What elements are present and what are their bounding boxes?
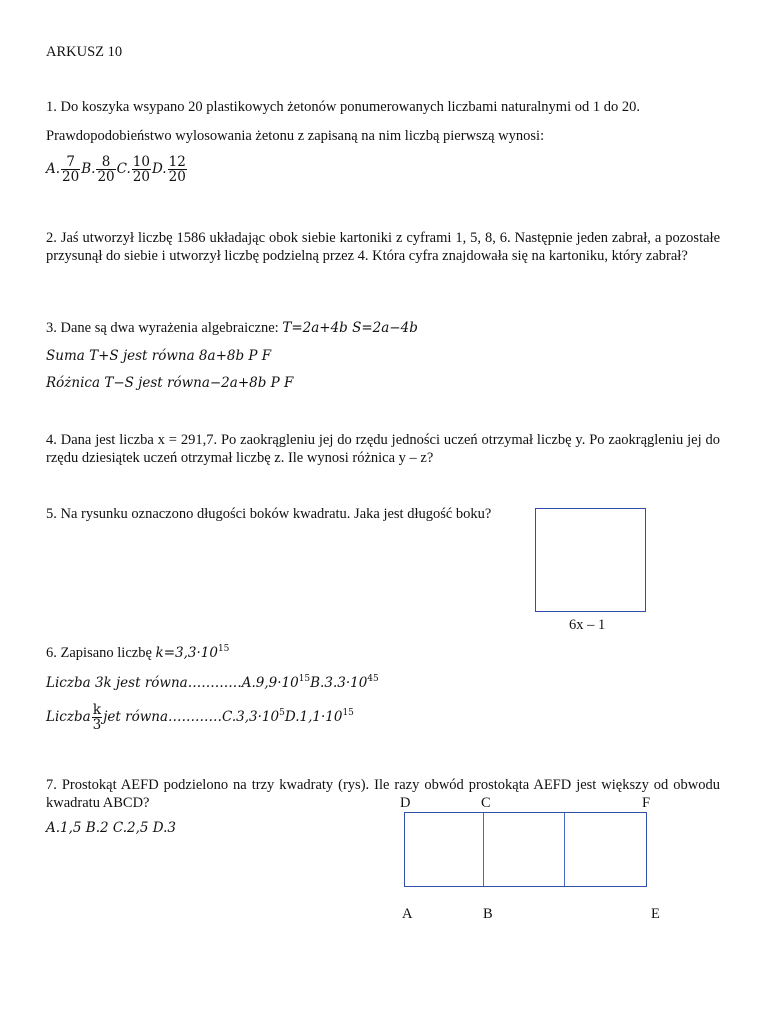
q1-line2: Prawdopodobieństwo wylosowania żetonu z zapisaną na nim liczbą pierwszą wynosi: (46, 128, 545, 144)
q6-k-value: $k=3,3\cdot 10^{15}$ (155, 644, 230, 661)
q3-sum-line: Suma T+S jest równa 8a+8b P F (46, 348, 272, 364)
q7-options: A.1,5 B.2 C.2,5 D.3 (46, 820, 177, 836)
q6-option-d: $D.1,1\cdot 10^{15}$ (284, 708, 354, 726)
q1-option-b: B. $\frac{8}{20}$ (81, 154, 115, 186)
q5-side-label: 6x – 1 (569, 617, 606, 633)
q6-option-b: $B.3.3\cdot 10^{45}$ (310, 674, 379, 691)
q2-text: 2. Jaś utworzył liczbę 1586 układając obok siebie kartoniki z cyframi 1, 5, 8, 6. Następnie jeden zabrał, a pozostałe przysunął do siebie i utworzył liczbę podzielną przez 4. Która cyfra znajdowała się na kartoniku, który zabrał? (46, 230, 720, 264)
q1-option-a: A. $\frac{7}{20}$ (46, 154, 80, 186)
q7-label-b: B (483, 906, 493, 922)
q4-text: 4. Dana jest liczba x = 291,7. Po zaokrągleniu jej do rzędu jedności uczeń otrzymał liczbę y. Po zaokrągleniu jej do rzędu dziesiątek uczeń otrzymał liczbę z. Ile wynosi różnica y – z? (46, 432, 720, 466)
q6-line2: Liczba 3k jest $równa\dots\dots\dots\dots A.9,9\cdot 10^{15}B.3.3\cdot 10^{45}$ (46, 674, 379, 691)
q6-line3: Liczba $\frac{k}{3}$ jet $równa\dots\dots\dots\dots C.3,3\cdot 10^5D.1,1\cdot 10^{15}$ (46, 702, 354, 734)
q7-rectangle-figure (404, 812, 647, 887)
q3-intro-line (46, 320, 418, 337)
q7-label-c: C (481, 795, 491, 811)
q7-label-a: A (402, 906, 413, 922)
q1-option-c: C. $\frac{10}{20}$ (116, 154, 150, 186)
q7-divider-1 (483, 813, 484, 886)
q7-divider-2 (564, 813, 565, 886)
q1-options (46, 155, 188, 184)
q5-square-figure (535, 508, 646, 612)
q7-label-d: D (400, 795, 411, 811)
q7-label-f: F (642, 795, 651, 811)
q3-intro: 3. Dane są dwa wyrażenia algebraiczne: (46, 320, 279, 336)
q6-option-a: $A.9,9\cdot 10^{15}$ (241, 674, 311, 691)
q6-intro: 6. Zapisano liczbę (46, 645, 152, 661)
q5-text: 5. Na rysunku oznaczono długości boków kwadratu. Jaka jest długość boku? (46, 506, 492, 522)
q6-option-c: $C.3,3\cdot 10^5$ (222, 708, 285, 726)
q3-difference-line: Różnica T−S jest równa−2a+8b P F (46, 375, 294, 391)
q1-line1: 1. Do koszyka wsypano 20 plastikowych żetonów ponumerowanych liczbami naturalnymi od 1 do 20. (46, 99, 640, 115)
q6-intro-line (46, 645, 229, 662)
q3-expression: T=2a+4b S=2a−4b (282, 320, 418, 336)
q1-option-d: D. $\frac{12}{20}$ (151, 154, 186, 186)
q7-label-e: E (651, 906, 660, 922)
page-title: ARKUSZ 10 (46, 44, 123, 60)
q7-text: 7. Prostokąt AEFD podzielono na trzy kwadraty (rys). Ile razy obwód prostokąta AEFD jest większy od obwodu kwadratu ABCD? (46, 777, 720, 811)
